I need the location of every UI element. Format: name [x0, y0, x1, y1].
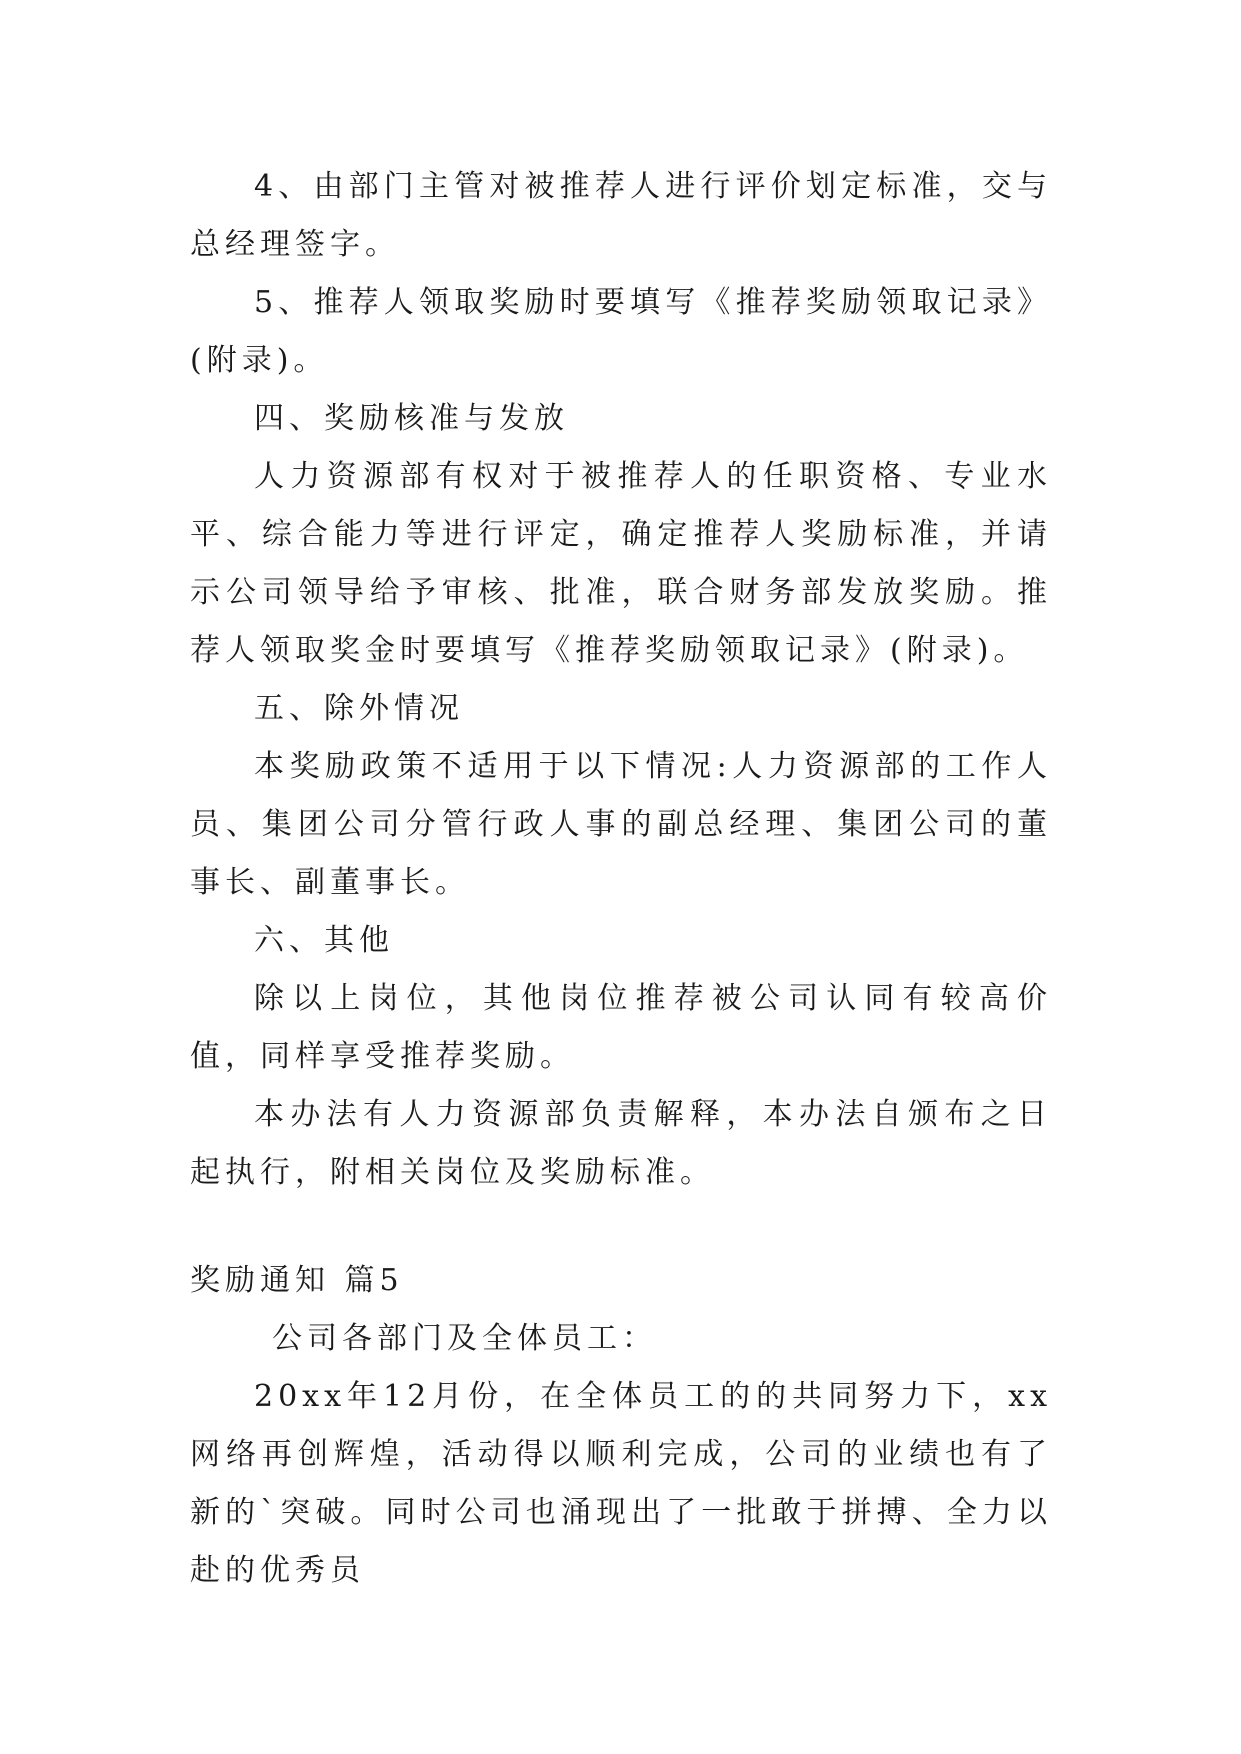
section-heading-other: 六、其他 [254, 923, 394, 958]
notice-title: 奖励通知 篇5 [190, 1263, 404, 1298]
section-heading-approval: 四、奖励核准与发放 [254, 401, 569, 436]
notice-body: 20xx年12月份，在全体员工的的共同努力下，xx网络再创辉煌，活动得以顺利完成，公司的业绩也有了新的`突破。同时公司也涌现出了一批敢于拼搏、全力以赴的优秀员 [190, 1379, 1052, 1588]
section-body-approval: 人力资源部有权对于被推荐人的任职资格、专业水平、综合能力等进行评定，确定推荐人奖励标准，并请示公司领导给予审核、批准，联合财务部发放奖励。推荐人领取奖金时要填写《推荐奖励领取记录》(附录)。 [190, 459, 1052, 668]
section-body-exclusions: 本奖励政策不适用于以下情况:人力资源部的工作人员、集团公司分管行政人事的副总经理、集团公司的董事长、副董事长。 [190, 749, 1052, 900]
document-body [190, 158, 1052, 1600]
section-body-other-1: 除以上岗位，其他岗位推荐被公司认同有较高价值，同样享受推荐奖励。 [190, 981, 1052, 1074]
section-body-other-2: 本办法有人力资源部负责解释，本办法自颁布之日起执行，附相关岗位及奖励标准。 [190, 1097, 1052, 1190]
paragraph-item-5: 5、推荐人领取奖励时要填写《推荐奖励领取记录》(附录)。 [190, 285, 1052, 378]
section-heading-exclusions: 五、除外情况 [254, 691, 464, 726]
paragraph-item-4: 4、由部门主管对被推荐人进行评价划定标准，交与总经理签字。 [190, 169, 1052, 262]
notice-salutation: 公司各部门及全体员工： [272, 1321, 657, 1356]
